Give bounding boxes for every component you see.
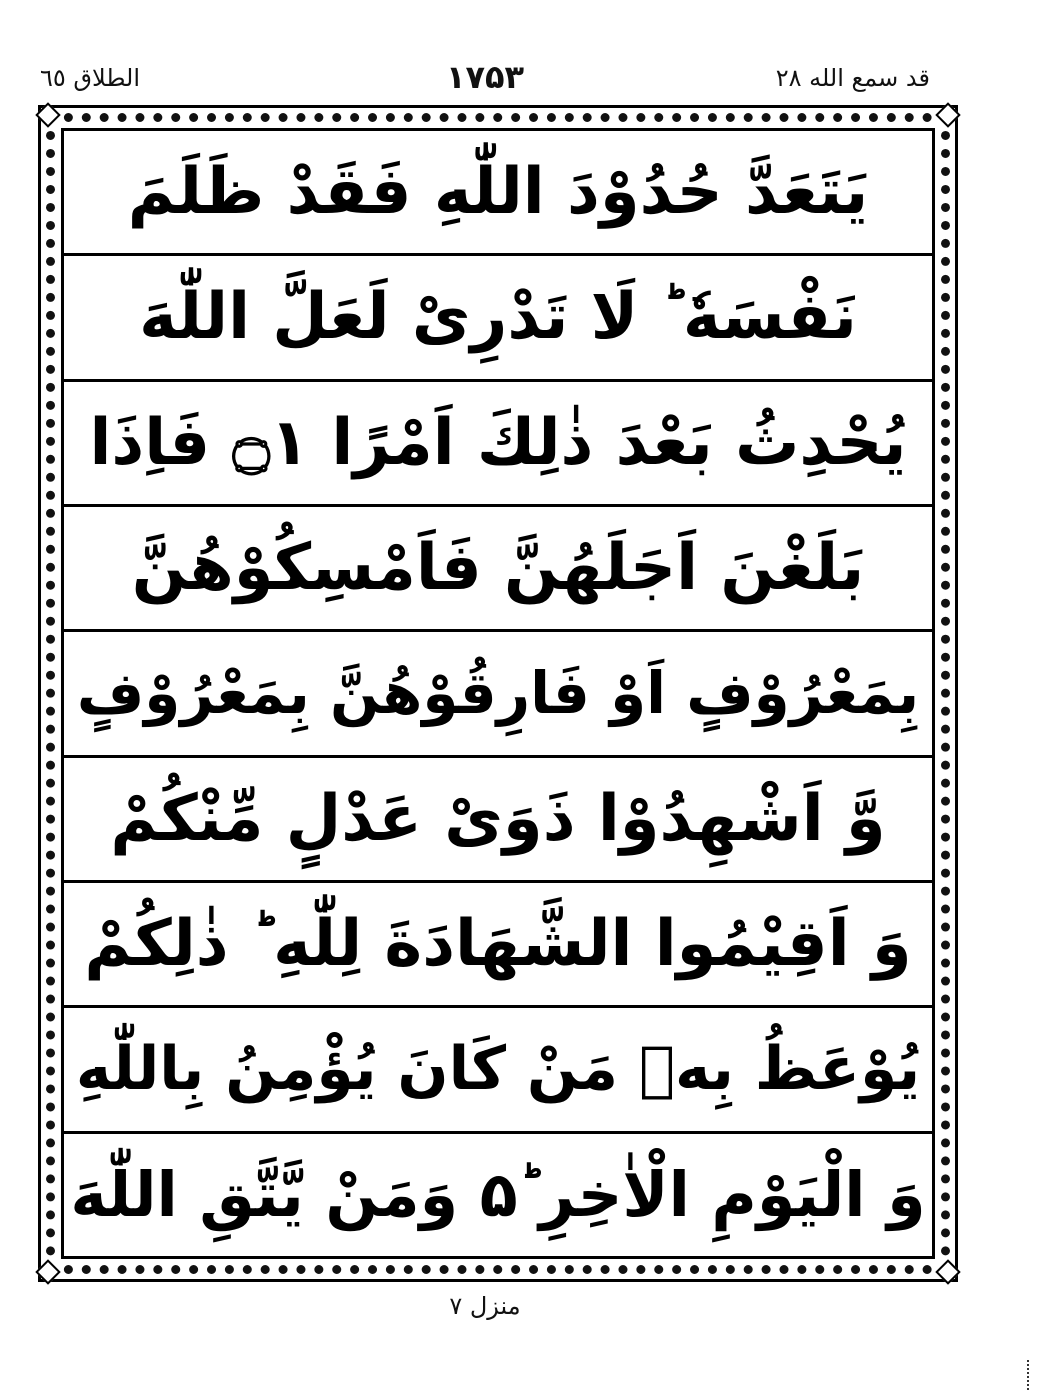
- verse-line-1: يَتَعَدَّ حُدُوْدَ اللّٰهِ فَقَدْ ظَلَمَ: [64, 131, 932, 256]
- verse-line-7: وَ اَقِيْمُوا الشَّهَادَةَ لِلّٰهِ ؕ ذٰلِكُمْ: [64, 883, 932, 1008]
- manzil-label: منزل ٧: [449, 1292, 521, 1320]
- verse-line-4: بَلَغْنَ اَجَلَهُنَّ فَاَمْسِكُوْهُنَّ: [64, 507, 932, 632]
- verse-line-5: بِمَعْرُوْفٍ اَوْ فَارِقُوْهُنَّ بِمَعْرُوْفٍ: [64, 632, 932, 757]
- juz-label: قد سمع الله ٢٨: [775, 64, 930, 92]
- verse-line-9: وَ الْيَوْمِ الْاٰخِرِ ۵ؕ وَمَنْ يَّتَّقِ اللّٰهَ: [70, 1157, 926, 1231]
- verse-text-panel: [61, 128, 935, 1259]
- verse-line-2: نَفْسَهٗ ؕ لَا تَدْرِیْ لَعَلَّ اللّٰهَ: [64, 256, 932, 381]
- page-number: ۱۷۵۳: [445, 58, 525, 96]
- surah-label: الطلاق ٦٥: [40, 64, 141, 92]
- verse-line-8: يُوْعَظُ بِهٖ مَنْ كَانَ يُؤْمِنُ بِاللّٰهِ: [64, 1008, 932, 1133]
- verse-line-3: يُحْدِثُ بَعْدَ ذٰلِكَ اَمْرًا ۝١ فَاِذَا: [64, 382, 932, 507]
- verse-line-6: وَّ اَشْهِدُوْا ذَوَیْ عَدْلٍ مِّنْكُمْ: [64, 758, 932, 883]
- ornamental-border-frame: [38, 105, 958, 1282]
- page-header: [40, 58, 930, 98]
- scan-edge-mark: [1027, 1360, 1031, 1390]
